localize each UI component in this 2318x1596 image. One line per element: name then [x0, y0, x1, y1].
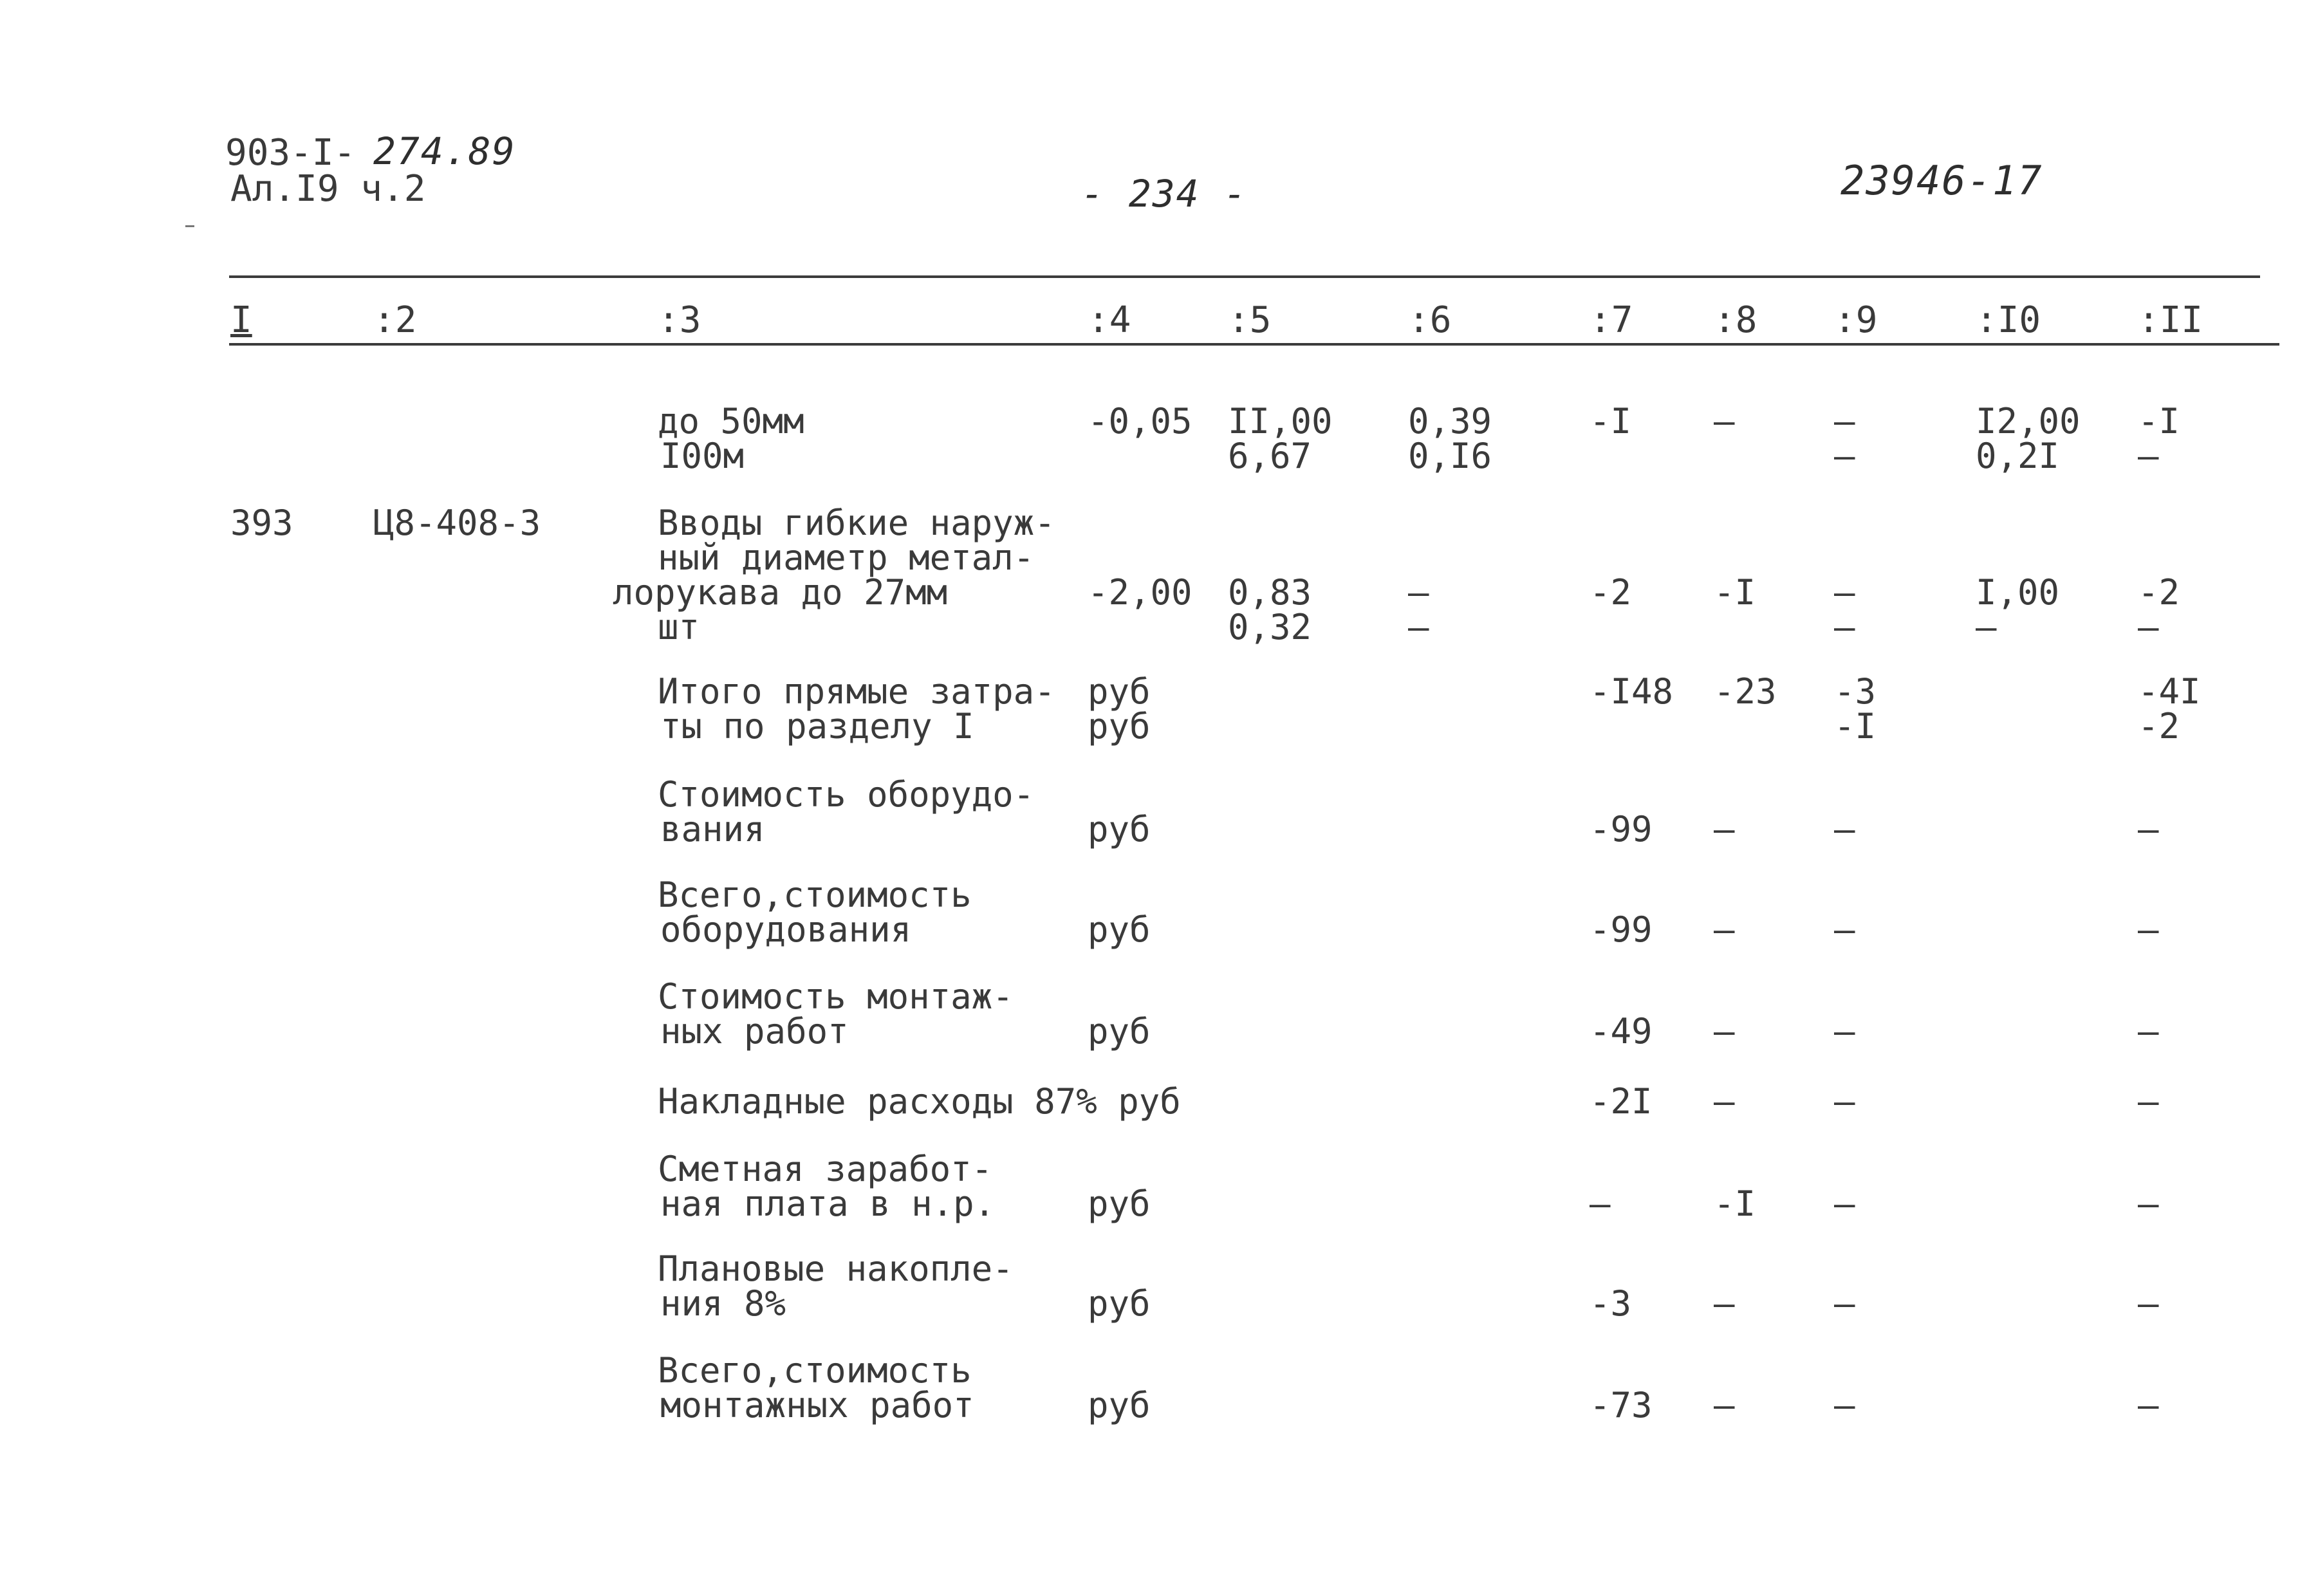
- cell-col-8: –: [1714, 909, 1735, 950]
- cell-col-3: Стоимость оборудо-: [658, 774, 1035, 815]
- cell-col-10: –: [1976, 607, 1997, 647]
- table-header-rule: [229, 343, 2279, 346]
- cell-col-3: вания: [660, 809, 765, 849]
- cell-col-3: ния 8%: [660, 1283, 786, 1324]
- cell-col-9: –: [1834, 401, 1855, 441]
- cell-col-9: –: [1834, 572, 1855, 613]
- cell-col-3: Итого прямые затра-: [658, 671, 1055, 712]
- cell-col-11: –: [2138, 607, 2159, 647]
- cell-col-7: -99: [1590, 809, 1653, 849]
- cell-col-9: -3: [1834, 671, 1877, 712]
- cell-col-9: –: [1834, 1183, 1855, 1224]
- cell-col-10: I,00: [1976, 572, 2060, 613]
- cell-col-10: 0,2I: [1976, 436, 2060, 476]
- cell-col-3: лорукава до 27мм: [613, 572, 948, 613]
- cell-col-2: Ц8-408-3: [373, 503, 541, 543]
- cell-col-11: –: [2138, 1385, 2159, 1425]
- cell-col-9: –: [1834, 607, 1855, 647]
- cell-col-9: –: [1834, 1011, 1855, 1052]
- cell-col-11: –: [2138, 809, 2159, 849]
- cell-col-11: –: [2138, 1011, 2159, 1052]
- registration-number: 23946-17: [1840, 157, 2043, 204]
- cell-col-11: –: [2138, 1183, 2159, 1224]
- cell-col-11: –: [2138, 1283, 2159, 1324]
- cell-col-11: -4I: [2138, 671, 2201, 712]
- cell-col-3: Всего,стоимость: [658, 1350, 972, 1391]
- cell-col-8: –: [1714, 809, 1735, 849]
- cell-col-7: -2: [1590, 572, 1632, 613]
- column-header-1: I: [230, 299, 252, 341]
- cell-col-4: руб: [1088, 1183, 1151, 1224]
- cell-col-9: –: [1834, 1283, 1855, 1324]
- scan-speck: [185, 225, 194, 227]
- cell-col-9: -I: [1834, 706, 1877, 747]
- cell-col-4: руб: [1088, 909, 1151, 950]
- cell-col-8: –: [1714, 1385, 1735, 1425]
- document-code-handwritten: 274.89: [373, 129, 516, 173]
- column-header-4: :4: [1088, 299, 1131, 341]
- cell-col-4: руб: [1088, 809, 1151, 849]
- cell-col-11: -2: [2138, 572, 2180, 613]
- cell-col-1: 393: [230, 503, 293, 543]
- cell-col-8: -I: [1714, 572, 1756, 613]
- cell-col-3: ных работ: [660, 1011, 849, 1052]
- cell-col-3: шт: [658, 607, 700, 647]
- cell-col-8: –: [1714, 1283, 1735, 1324]
- cell-col-10: I2,00: [1976, 401, 2081, 441]
- cell-col-3: Вводы гибкие наруж-: [658, 503, 1055, 543]
- page-number: - 234 -: [1081, 172, 1248, 216]
- column-header-5: :5: [1228, 299, 1272, 341]
- cell-col-8: -23: [1714, 671, 1777, 712]
- cell-col-9: –: [1834, 436, 1855, 476]
- cell-col-6: –: [1408, 607, 1429, 647]
- table-top-rule: [229, 275, 2260, 278]
- column-header-2: :2: [373, 299, 417, 341]
- cell-col-4: руб: [1088, 1385, 1151, 1425]
- cell-col-3: Сметная заработ-: [658, 1149, 993, 1189]
- cell-col-7: -99: [1590, 909, 1653, 950]
- cell-col-11: –: [2138, 436, 2159, 476]
- cell-col-4: руб: [1088, 1011, 1151, 1052]
- cell-col-3: I00м: [660, 436, 745, 476]
- column-header-3: :3: [658, 299, 701, 341]
- cell-col-9: –: [1834, 1081, 1855, 1122]
- cell-col-8: –: [1714, 1081, 1735, 1122]
- cell-col-3: Накладные расходы 87% руб: [658, 1081, 1181, 1122]
- cell-col-3: Стоимость монтаж-: [658, 976, 1014, 1017]
- column-header-9: :9: [1834, 299, 1878, 341]
- cell-col-11: –: [2138, 1081, 2159, 1122]
- cell-col-5: 0,83: [1228, 572, 1312, 613]
- cell-col-7: -2I: [1590, 1081, 1653, 1122]
- column-header-7: :7: [1590, 299, 1633, 341]
- cell-col-8: –: [1714, 1011, 1735, 1052]
- cell-col-11: -2: [2138, 706, 2180, 747]
- cell-col-4: -0,05: [1088, 401, 1192, 441]
- cell-col-5: 0,32: [1228, 607, 1312, 647]
- cell-col-9: –: [1834, 909, 1855, 950]
- column-header-10: :I0: [1976, 299, 2041, 341]
- cell-col-7: -3: [1590, 1283, 1632, 1324]
- cell-col-4: руб: [1088, 706, 1151, 747]
- cell-col-8: -I: [1714, 1183, 1756, 1224]
- cell-col-3: Всего,стоимость: [658, 875, 972, 915]
- cell-col-11: –: [2138, 909, 2159, 950]
- cell-col-7: -I: [1590, 401, 1632, 441]
- cell-col-11: -I: [2138, 401, 2180, 441]
- cell-col-8: –: [1714, 401, 1735, 441]
- cell-col-7: –: [1590, 1183, 1611, 1224]
- cell-col-3: оборудования: [660, 909, 912, 950]
- cell-col-7: -73: [1590, 1385, 1653, 1425]
- cell-col-3: ты по разделу I: [660, 706, 974, 747]
- column-header-11: :II: [2138, 299, 2203, 341]
- cell-col-6: 0,39: [1408, 401, 1492, 441]
- cell-col-6: 0,I6: [1408, 436, 1492, 476]
- cell-col-7: -49: [1590, 1011, 1653, 1052]
- cell-col-6: –: [1408, 572, 1429, 613]
- album-label: Ал.I9 ч.2: [230, 168, 426, 210]
- cell-col-5: II,00: [1228, 401, 1333, 441]
- cell-col-9: –: [1834, 809, 1855, 849]
- cell-col-7: -I48: [1590, 671, 1674, 712]
- column-header-8: :8: [1714, 299, 1757, 341]
- cell-col-3: ный диаметр метал-: [658, 537, 1035, 578]
- cell-col-3: монтажных работ: [660, 1385, 974, 1425]
- cell-col-3: до 50мм: [658, 401, 804, 441]
- cell-col-9: –: [1834, 1385, 1855, 1425]
- column-header-6: :6: [1408, 299, 1452, 341]
- document-code: 903-I-: [225, 132, 356, 174]
- cell-col-4: -2,00: [1088, 572, 1192, 613]
- cell-col-4: руб: [1088, 671, 1151, 712]
- cell-col-4: руб: [1088, 1283, 1151, 1324]
- cell-col-5: 6,67: [1228, 436, 1312, 476]
- cell-col-3: ная плата в н.р.: [660, 1183, 996, 1224]
- cell-col-3: Плановые накопле-: [658, 1248, 1014, 1289]
